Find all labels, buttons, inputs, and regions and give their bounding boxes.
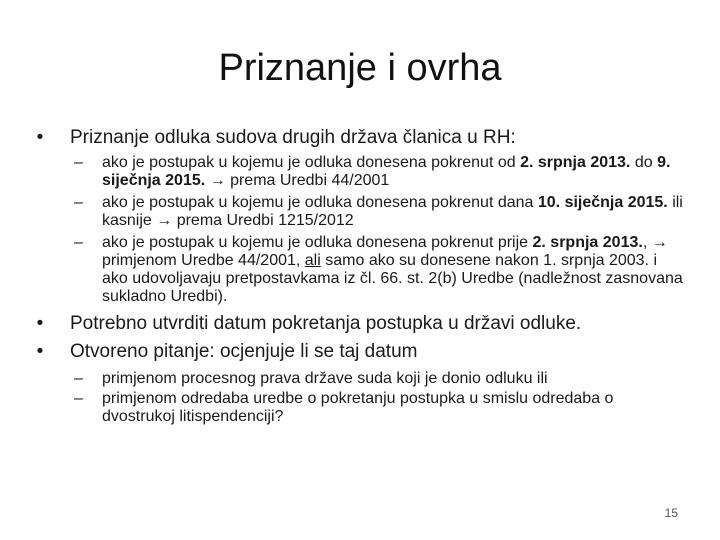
bullet-item-2	[30, 312, 690, 336]
slide-number: 15	[664, 506, 678, 520]
subitem-3-2	[30, 390, 690, 426]
subitem-text: ako je postupak u kojemu je odluka donesena pokrenut od	[102, 154, 521, 171]
bullet-icon: •	[36, 341, 44, 362]
bullet-icon: •	[36, 313, 44, 334]
subitem-text: do	[630, 154, 658, 171]
bullet-icon: •	[36, 127, 44, 148]
subitem-bold-date: 10. siječnja 2015.	[537, 194, 668, 211]
bullet-text: Priznanje odluka sudova drugih država članica u RH:	[70, 127, 516, 148]
subitem-text: ako je postupak u kojemu je odluka donesena pokrenut prije	[102, 234, 533, 251]
subitem-bold-date: 2. srpnja 2013.	[532, 234, 643, 251]
subitem-underlined-word: ali	[304, 252, 321, 269]
subitem-text: ili kasnije → prema Uredbi 1215/2012	[102, 194, 683, 229]
slide-title: Priznanje i ovrha	[218, 47, 502, 89]
dash-icon: –	[74, 370, 83, 387]
subitem-1-3	[30, 234, 690, 306]
subitem-text: samo ako su donesene nakon 1. srpnja 2003. i ako udovoljavaju pretpostavkama iz čl. 66. st. 2(b) Uredbe (nadležnost zasnovana sukladno Uredbi).	[102, 252, 683, 305]
subitem-1-1	[30, 154, 690, 190]
subitem-text: , → primjenom Uredbe 44/2001,	[102, 234, 668, 269]
subitem-1-2	[30, 194, 690, 230]
bullet-text: Otvoreno pitanje: ocjenjuje li se taj datum	[70, 341, 418, 362]
slide-body	[30, 126, 690, 426]
bullet-text: Potrebno utvrditi datum pokretanja postupka u državi odluke.	[70, 313, 582, 334]
subitem-bold-date: 2. srpnja 2013.	[520, 154, 631, 171]
subitem-text: primjenom odredaba uredbe o pokretanju postupka u smislu odredaba o dvostrukoj litispendenciji?	[102, 390, 614, 425]
dash-icon: –	[74, 234, 83, 251]
subitem-3-1	[30, 370, 690, 388]
subitem-text: primjenom procesnog prava države suda koji je donio odluku ili	[102, 370, 548, 387]
dash-icon: –	[74, 390, 83, 407]
dash-icon: –	[74, 194, 83, 211]
subitem-bold-date: 9. siječnja 2015.	[102, 154, 671, 189]
subitem-text: → prema Uredbi 44/2001	[205, 172, 390, 189]
bullet-item-3	[30, 340, 690, 364]
subitem-text: ako je postupak u kojemu je odluka donesena pokrenut dana	[102, 194, 538, 211]
dash-icon: –	[74, 154, 83, 171]
bullet-item-1	[30, 126, 690, 150]
